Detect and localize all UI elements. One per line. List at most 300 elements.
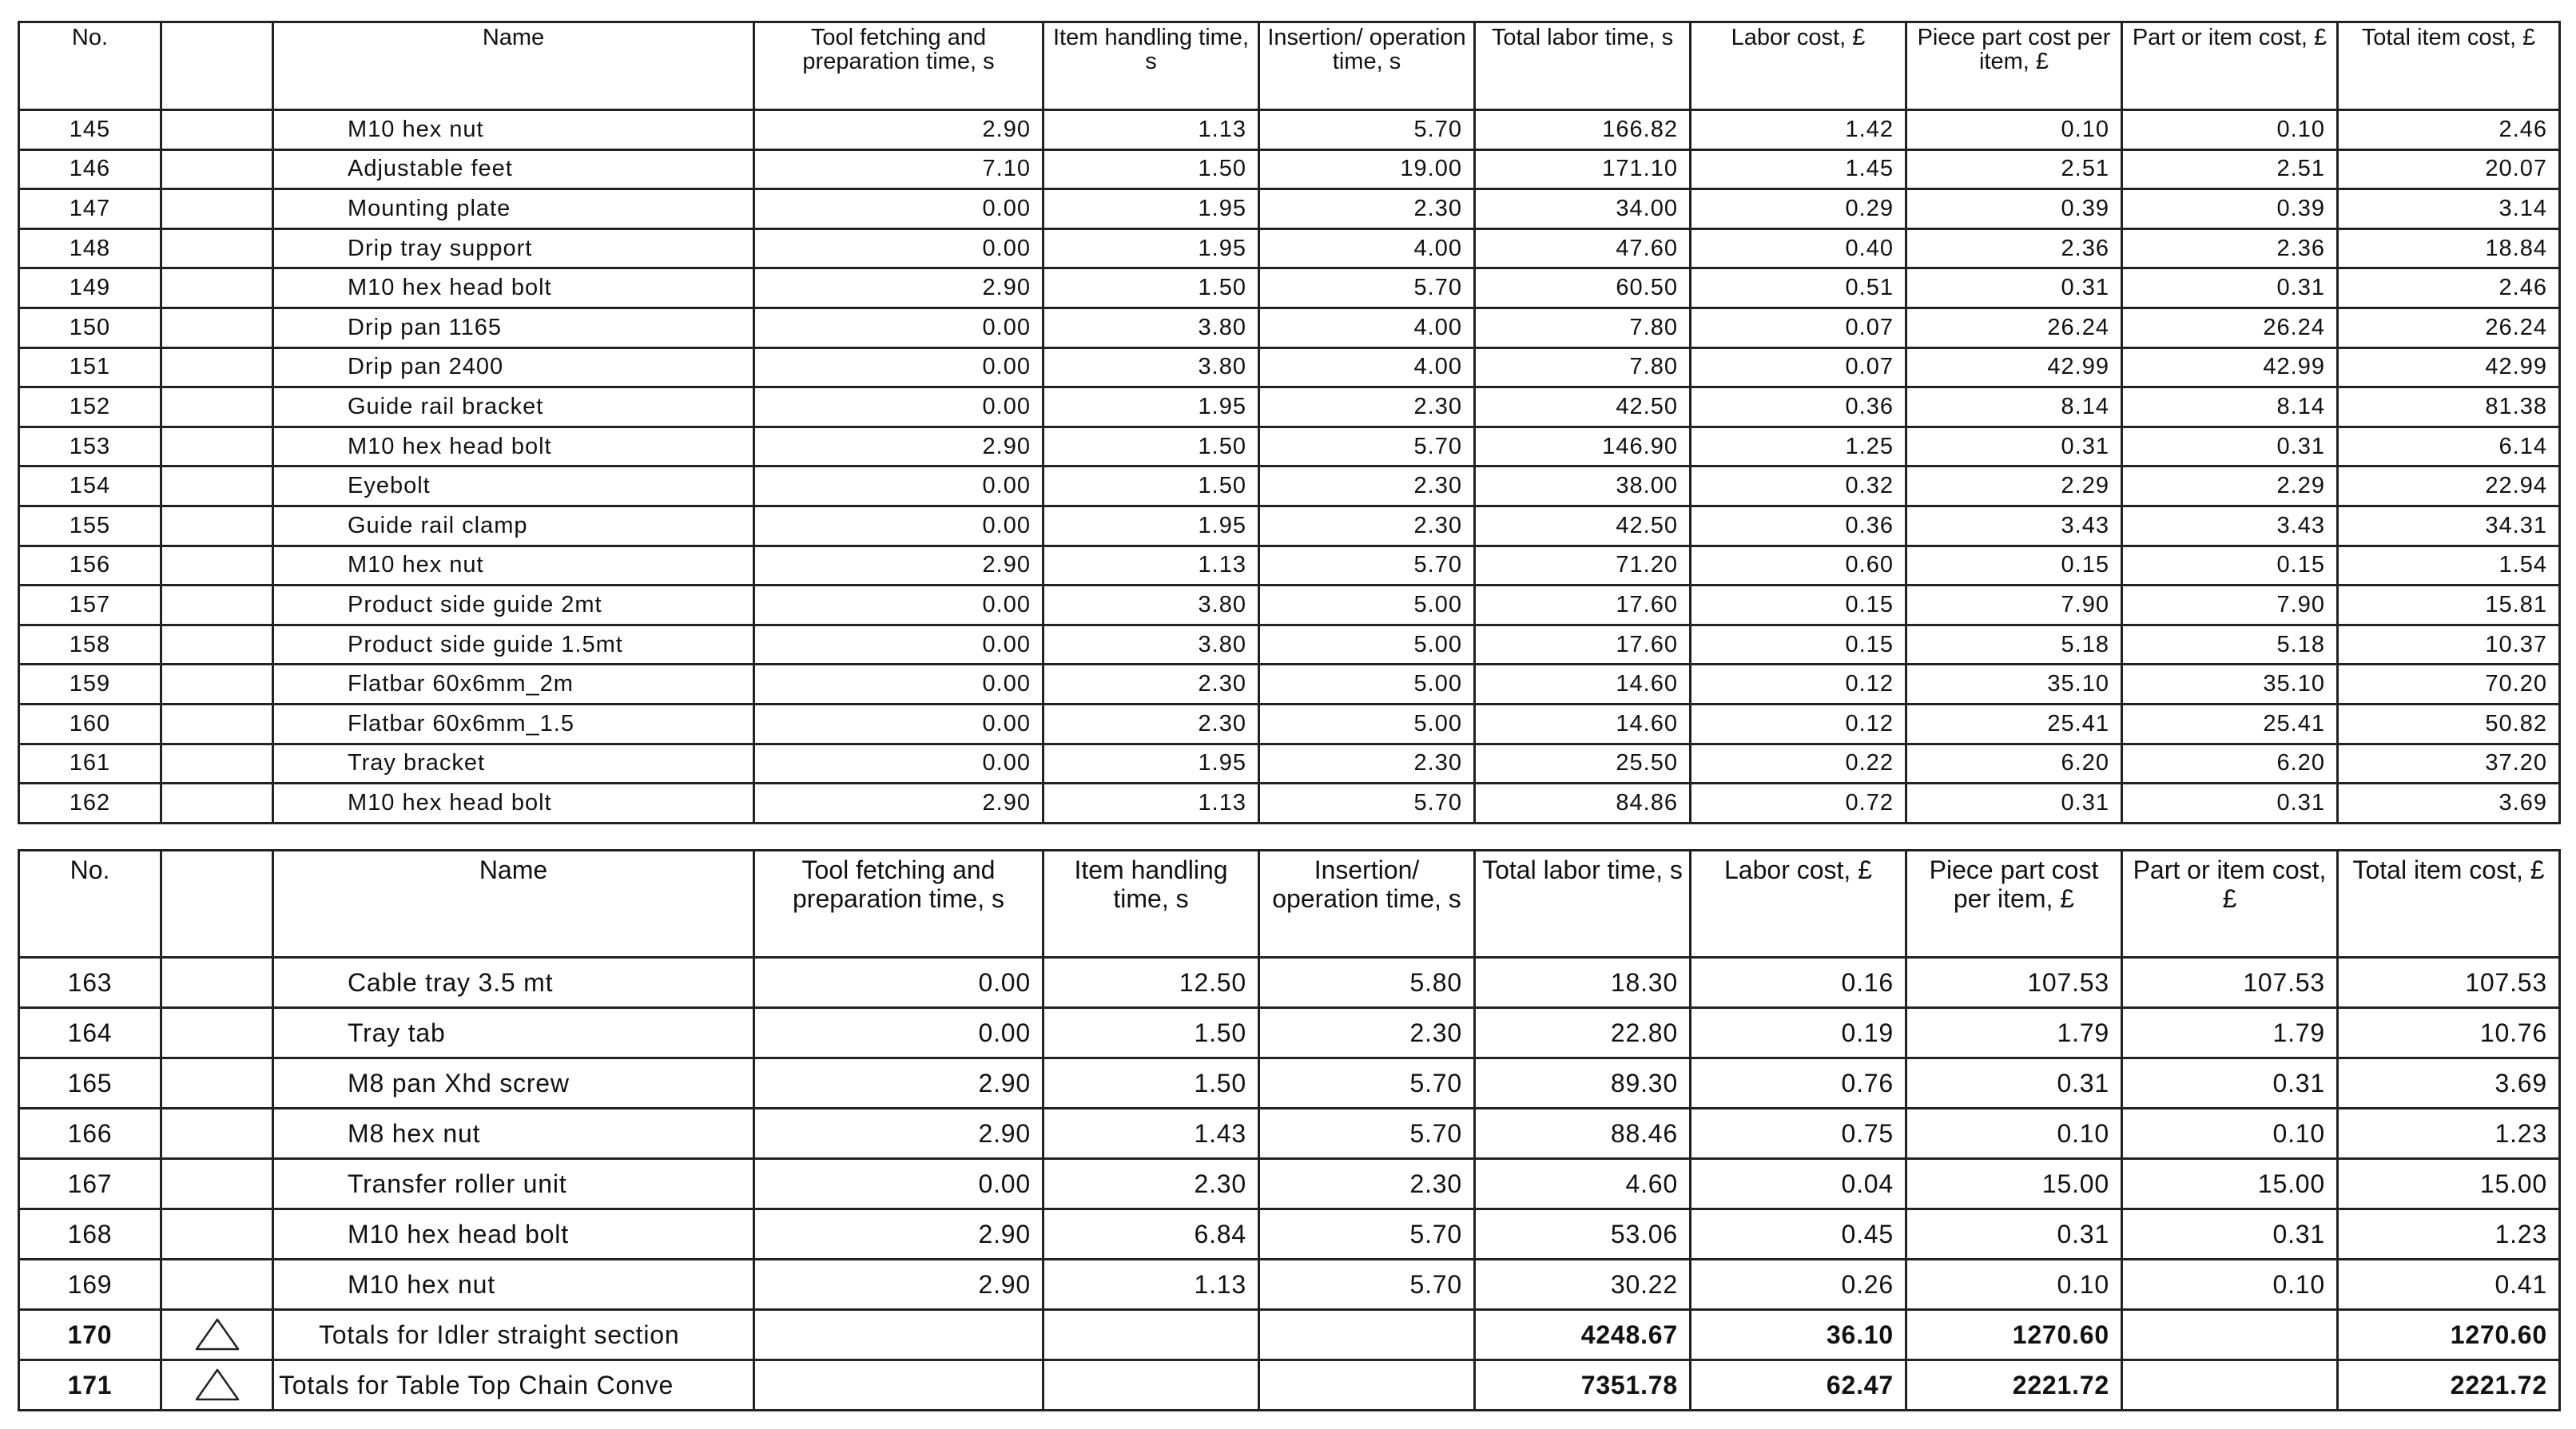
cell-blank	[161, 149, 273, 189]
cell-total-labor-time: 18.30	[1475, 958, 1691, 1008]
cell-piece-part-cost: 2.51	[1906, 149, 2122, 189]
cell-name: Eyebolt	[273, 466, 754, 506]
table-row	[19, 189, 2560, 229]
cell-total-labor-time: 47.60	[1475, 228, 1691, 268]
cell-insertion: 4.00	[1259, 228, 1475, 268]
cell-total-labor-time: 25.50	[1475, 744, 1691, 784]
cell-name: Product side guide 2mt	[273, 585, 754, 625]
cell-part-item-cost: 0.31	[2122, 1209, 2338, 1260]
cell-item-handling: 3.80	[1044, 585, 1259, 625]
cell-tool-fetching	[754, 1310, 1044, 1360]
cell-item-handling: 1.50	[1044, 149, 1259, 189]
table-row	[19, 744, 2560, 784]
cell-part-item-cost: 0.39	[2122, 189, 2338, 229]
table-row	[19, 308, 2560, 347]
cell-tool-fetching: 0.00	[754, 585, 1044, 625]
cell-name: Cable tray 3.5 mt	[273, 958, 754, 1008]
cell-item-handling: 1.95	[1044, 506, 1259, 546]
cell-part-item-cost	[2122, 1310, 2338, 1360]
cell-total-labor-time: 89.30	[1475, 1058, 1691, 1109]
table-row	[19, 546, 2560, 585]
cell-no: 165	[19, 1058, 161, 1109]
cell-name: M8 pan Xhd screw	[273, 1058, 754, 1109]
cell-blank	[161, 1209, 273, 1260]
cell-blank	[161, 1159, 273, 1209]
table-header-row	[19, 851, 2560, 958]
col-header-insertion: Insertion/ operation time, s	[1259, 22, 1475, 110]
cell-item-handling: 2.30	[1044, 704, 1259, 744]
cell-total-labor-time: 4.60	[1475, 1159, 1691, 1209]
col-header-total-item-cost: Total item cost, £	[2338, 22, 2560, 110]
cell-total-labor-time: 171.10	[1475, 149, 1691, 189]
triangle-icon	[193, 1317, 241, 1352]
cell-labor-cost: 0.04	[1691, 1159, 1906, 1209]
cell-name: M8 hex nut	[273, 1109, 754, 1159]
col-header-part-item-cost: Part or item cost, £	[2122, 851, 2338, 958]
cell-total-item-cost: 50.82	[2338, 704, 2560, 744]
cell-insertion: 5.70	[1259, 784, 1475, 824]
cell-part-item-cost: 0.15	[2122, 546, 2338, 585]
cell-blank	[161, 427, 273, 466]
cell-item-handling: 1.13	[1044, 784, 1259, 824]
cell-blank	[161, 585, 273, 625]
cell-piece-part-cost: 5.18	[1906, 625, 2122, 665]
col-header-labor-cost: Labor cost, £	[1691, 22, 1906, 110]
cell-part-item-cost: 0.31	[2122, 784, 2338, 824]
cell-tool-fetching: 0.00	[754, 189, 1044, 229]
cell-total-item-cost: 18.84	[2338, 228, 2560, 268]
cell-part-item-cost: 26.24	[2122, 308, 2338, 347]
cell-insertion: 5.00	[1259, 665, 1475, 705]
col-header-tool-fetching: Tool fetching and preparation time, s	[754, 22, 1044, 110]
cell-piece-part-cost: 7.90	[1906, 585, 2122, 625]
table-row	[19, 1260, 2560, 1310]
cell-no: 150	[19, 308, 161, 347]
cell-blank	[161, 958, 273, 1008]
cell-total-item-cost: 81.38	[2338, 387, 2560, 427]
cell-labor-cost: 36.10	[1691, 1310, 1906, 1360]
table-row	[19, 704, 2560, 744]
cell-tool-fetching: 0.00	[754, 308, 1044, 347]
cell-insertion: 5.70	[1259, 427, 1475, 466]
cell-total-labor-time: 53.06	[1475, 1209, 1691, 1260]
cell-total-item-cost: 1.23	[2338, 1209, 2560, 1260]
cell-name: Transfer roller unit	[273, 1159, 754, 1209]
cell-total-labor-time: 4248.67	[1475, 1310, 1691, 1360]
table-row	[19, 466, 2560, 506]
cell-no: 147	[19, 189, 161, 229]
table-row	[19, 110, 2560, 150]
totals-row	[19, 1310, 2560, 1360]
table-row	[19, 665, 2560, 705]
cell-blank	[161, 347, 273, 387]
cell-item-handling: 2.30	[1044, 1159, 1259, 1209]
cell-tool-fetching: 0.00	[754, 466, 1044, 506]
cell-total-item-cost: 2.46	[2338, 110, 2560, 150]
cell-part-item-cost: 2.51	[2122, 149, 2338, 189]
cell-labor-cost: 0.07	[1691, 347, 1906, 387]
cell-blank	[161, 387, 273, 427]
cell-piece-part-cost: 35.10	[1906, 665, 2122, 705]
cell-total-item-cost: 1.23	[2338, 1109, 2560, 1159]
cell-total-item-cost: 3.69	[2338, 1058, 2560, 1109]
cell-part-item-cost: 6.20	[2122, 744, 2338, 784]
cell-piece-part-cost: 0.31	[1906, 1058, 2122, 1109]
cell-total-labor-time: 146.90	[1475, 427, 1691, 466]
cell-no: 166	[19, 1109, 161, 1159]
cell-name: Flatbar 60x6mm_2m	[273, 665, 754, 705]
cell-item-handling: 1.50	[1044, 466, 1259, 506]
cell-labor-cost: 0.60	[1691, 546, 1906, 585]
table-row	[19, 347, 2560, 387]
cell-item-handling: 1.13	[1044, 1260, 1259, 1310]
cell-no: 156	[19, 546, 161, 585]
table-row	[19, 585, 2560, 625]
cell-item-handling: 1.50	[1044, 1058, 1259, 1109]
cell-part-item-cost: 0.10	[2122, 1260, 2338, 1310]
cell-total-item-cost: 1.54	[2338, 546, 2560, 585]
cell-piece-part-cost: 0.10	[1906, 1109, 2122, 1159]
cell-tool-fetching: 2.90	[754, 1109, 1044, 1159]
cell-tool-fetching: 0.00	[754, 1008, 1044, 1058]
triangle-icon	[193, 1367, 241, 1403]
cell-labor-cost: 1.42	[1691, 110, 1906, 150]
col-header-name: Name	[273, 851, 754, 958]
cell-part-item-cost: 107.53	[2122, 958, 2338, 1008]
cell-insertion: 2.30	[1259, 506, 1475, 546]
cell-tool-fetching: 2.90	[754, 1058, 1044, 1109]
cell-no: 171	[19, 1360, 161, 1411]
table-header-row	[19, 22, 2560, 110]
cell-no: 167	[19, 1159, 161, 1209]
cell-piece-part-cost: 2221.72	[1906, 1360, 2122, 1411]
cell-labor-cost: 0.75	[1691, 1109, 1906, 1159]
cell-name: M10 hex nut	[273, 1260, 754, 1310]
cell-no: 157	[19, 585, 161, 625]
cell-part-item-cost: 25.41	[2122, 704, 2338, 744]
cell-piece-part-cost: 3.43	[1906, 506, 2122, 546]
cell-labor-cost: 0.72	[1691, 784, 1906, 824]
cell-no: 153	[19, 427, 161, 466]
cell-total-labor-time: 42.50	[1475, 387, 1691, 427]
cell-tool-fetching: 0.00	[754, 704, 1044, 744]
table-row	[19, 268, 2560, 308]
cell-total-item-cost: 15.00	[2338, 1159, 2560, 1209]
cell-name: M10 hex head bolt	[273, 784, 754, 824]
cell-blank	[161, 308, 273, 347]
cell-piece-part-cost: 2.36	[1906, 228, 2122, 268]
cell-part-item-cost: 8.14	[2122, 387, 2338, 427]
cell-insertion: 5.00	[1259, 625, 1475, 665]
cell-item-handling: 12.50	[1044, 958, 1259, 1008]
cell-total-labor-time: 88.46	[1475, 1109, 1691, 1159]
col-header-name: Name	[273, 22, 754, 110]
cell-blank	[161, 744, 273, 784]
cell-blank	[161, 268, 273, 308]
cell-tool-fetching	[754, 1360, 1044, 1411]
cell-no: 146	[19, 149, 161, 189]
cell-tool-fetching: 0.00	[754, 506, 1044, 546]
col-header-total-item-cost: Total item cost, £	[2338, 851, 2560, 958]
cell-labor-cost: 62.47	[1691, 1360, 1906, 1411]
cell-total-labor-time: 7.80	[1475, 308, 1691, 347]
cell-tool-fetching: 2.90	[754, 1209, 1044, 1260]
cell-item-handling: 1.50	[1044, 268, 1259, 308]
cell-name: M10 hex head bolt	[273, 427, 754, 466]
cell-insertion: 4.00	[1259, 347, 1475, 387]
cell-blank	[161, 1058, 273, 1109]
cell-no: 170	[19, 1310, 161, 1360]
cell-total-item-cost: 34.31	[2338, 506, 2560, 546]
cell-no: 160	[19, 704, 161, 744]
col-header-no: No.	[19, 851, 161, 958]
cell-part-item-cost: 3.43	[2122, 506, 2338, 546]
cell-tool-fetching: 7.10	[754, 149, 1044, 189]
cell-labor-cost: 0.16	[1691, 958, 1906, 1008]
cell-labor-cost: 0.36	[1691, 506, 1906, 546]
cell-total-labor-time: 42.50	[1475, 506, 1691, 546]
cell-insertion	[1259, 1310, 1475, 1360]
cell-labor-cost: 0.15	[1691, 585, 1906, 625]
cell-blank	[161, 1008, 273, 1058]
cell-total-item-cost: 15.81	[2338, 585, 2560, 625]
col-header-blank	[161, 851, 273, 958]
cell-labor-cost: 0.12	[1691, 704, 1906, 744]
cell-labor-cost: 0.40	[1691, 228, 1906, 268]
cell-labor-cost: 0.07	[1691, 308, 1906, 347]
cell-insertion: 5.70	[1259, 268, 1475, 308]
col-header-item-handling: Item handling time, s	[1044, 851, 1259, 958]
cell-total-item-cost: 107.53	[2338, 958, 2560, 1008]
cell-name: Totals for Idler straight section	[273, 1310, 754, 1360]
cell-insertion: 5.70	[1259, 110, 1475, 150]
cell-total-item-cost: 10.37	[2338, 625, 2560, 665]
cell-total-item-cost: 42.99	[2338, 347, 2560, 387]
cell-part-item-cost: 0.10	[2122, 110, 2338, 150]
cell-piece-part-cost: 1.79	[1906, 1008, 2122, 1058]
cell-total-item-cost: 2.46	[2338, 268, 2560, 308]
cell-no: 158	[19, 625, 161, 665]
cell-part-item-cost: 42.99	[2122, 347, 2338, 387]
cell-no: 148	[19, 228, 161, 268]
cell-name: Guide rail bracket	[273, 387, 754, 427]
cell-total-labor-time: 38.00	[1475, 466, 1691, 506]
cell-item-handling: 1.95	[1044, 744, 1259, 784]
cell-piece-part-cost: 15.00	[1906, 1159, 2122, 1209]
cell-tool-fetching: 0.00	[754, 347, 1044, 387]
cell-item-handling: 1.95	[1044, 228, 1259, 268]
cell-tool-fetching: 2.90	[754, 546, 1044, 585]
cell-piece-part-cost: 6.20	[1906, 744, 2122, 784]
col-header-blank	[161, 22, 273, 110]
cell-item-handling: 1.13	[1044, 110, 1259, 150]
cell-name: M10 hex nut	[273, 110, 754, 150]
cell-part-item-cost: 0.31	[2122, 1058, 2338, 1109]
cell-labor-cost: 1.25	[1691, 427, 1906, 466]
cell-piece-part-cost: 26.24	[1906, 308, 2122, 347]
cell-tool-fetching: 0.00	[754, 958, 1044, 1008]
cell-blank	[161, 228, 273, 268]
cell-labor-cost: 1.45	[1691, 149, 1906, 189]
cell-part-item-cost: 0.10	[2122, 1109, 2338, 1159]
cell-part-item-cost	[2122, 1360, 2338, 1411]
cell-tool-fetching: 0.00	[754, 744, 1044, 784]
cell-piece-part-cost: 0.10	[1906, 110, 2122, 150]
cell-total-labor-time: 7351.78	[1475, 1360, 1691, 1411]
parts-cost-table-bottom	[18, 849, 2561, 1411]
cell-item-handling: 6.84	[1044, 1209, 1259, 1260]
cell-tool-fetching: 2.90	[754, 268, 1044, 308]
cell-total-labor-time: 71.20	[1475, 546, 1691, 585]
cell-piece-part-cost: 0.10	[1906, 1260, 2122, 1310]
cell-name: Drip tray support	[273, 228, 754, 268]
cell-insertion: 5.70	[1259, 1109, 1475, 1159]
table-row	[19, 427, 2560, 466]
cell-no: 169	[19, 1260, 161, 1310]
cell-name: Mounting plate	[273, 189, 754, 229]
cell-insertion: 5.00	[1259, 704, 1475, 744]
cell-total-labor-time: 84.86	[1475, 784, 1691, 824]
col-header-piece-part-cost: Piece part cost per item, £	[1906, 851, 2122, 958]
cell-blank	[161, 466, 273, 506]
cell-piece-part-cost: 0.31	[1906, 427, 2122, 466]
cell-no: 151	[19, 347, 161, 387]
table-row	[19, 784, 2560, 824]
cell-icon	[161, 1310, 273, 1360]
cell-name: Adjustable feet	[273, 149, 754, 189]
table-row	[19, 506, 2560, 546]
cell-total-labor-time: 30.22	[1475, 1260, 1691, 1310]
cell-total-labor-time: 7.80	[1475, 347, 1691, 387]
cell-labor-cost: 0.51	[1691, 268, 1906, 308]
cell-total-item-cost: 1270.60	[2338, 1310, 2560, 1360]
col-header-no: No.	[19, 22, 161, 110]
cell-piece-part-cost: 42.99	[1906, 347, 2122, 387]
col-header-insertion: Insertion/ operation time, s	[1259, 851, 1475, 958]
cell-insertion: 2.30	[1259, 1159, 1475, 1209]
cell-blank	[161, 546, 273, 585]
cell-total-item-cost: 2221.72	[2338, 1360, 2560, 1411]
cell-part-item-cost: 7.90	[2122, 585, 2338, 625]
cell-blank	[161, 1260, 273, 1310]
cell-total-item-cost: 26.24	[2338, 308, 2560, 347]
cell-tool-fetching: 0.00	[754, 1159, 1044, 1209]
cell-tool-fetching: 2.90	[754, 427, 1044, 466]
cell-no: 145	[19, 110, 161, 150]
cell-labor-cost: 0.12	[1691, 665, 1906, 705]
cell-no: 162	[19, 784, 161, 824]
cell-part-item-cost: 2.36	[2122, 228, 2338, 268]
cell-total-item-cost: 70.20	[2338, 665, 2560, 705]
cell-part-item-cost: 0.31	[2122, 268, 2338, 308]
table-row	[19, 228, 2560, 268]
cell-item-handling: 1.43	[1044, 1109, 1259, 1159]
cell-insertion: 5.80	[1259, 958, 1475, 1008]
cell-part-item-cost: 0.31	[2122, 427, 2338, 466]
table-row	[19, 1109, 2560, 1159]
cell-tool-fetching: 2.90	[754, 784, 1044, 824]
cell-name: Tray tab	[273, 1008, 754, 1058]
cell-no: 161	[19, 744, 161, 784]
cell-blank	[161, 704, 273, 744]
cell-total-labor-time: 14.60	[1475, 704, 1691, 744]
cell-labor-cost: 0.15	[1691, 625, 1906, 665]
col-header-total-labor-time: Total labor time, s	[1475, 22, 1691, 110]
table-row	[19, 958, 2560, 1008]
cell-total-labor-time: 60.50	[1475, 268, 1691, 308]
cell-total-item-cost: 0.41	[2338, 1260, 2560, 1310]
parts-cost-table-top	[18, 21, 2561, 824]
cell-total-labor-time: 34.00	[1475, 189, 1691, 229]
cell-no: 152	[19, 387, 161, 427]
cell-total-labor-time: 17.60	[1475, 625, 1691, 665]
cell-labor-cost: 0.22	[1691, 744, 1906, 784]
cell-total-labor-time: 22.80	[1475, 1008, 1691, 1058]
cell-piece-part-cost: 0.39	[1906, 189, 2122, 229]
cell-piece-part-cost: 2.29	[1906, 466, 2122, 506]
col-header-labor-cost: Labor cost, £	[1691, 851, 1906, 958]
table-row	[19, 1058, 2560, 1109]
cell-name: Drip pan 1165	[273, 308, 754, 347]
cell-labor-cost: 0.45	[1691, 1209, 1906, 1260]
cell-total-labor-time: 14.60	[1475, 665, 1691, 705]
cell-blank	[161, 665, 273, 705]
cell-insertion: 5.70	[1259, 1209, 1475, 1260]
cell-total-item-cost: 6.14	[2338, 427, 2560, 466]
cell-total-item-cost: 10.76	[2338, 1008, 2560, 1058]
cell-insertion: 5.70	[1259, 1260, 1475, 1310]
cell-piece-part-cost: 1270.60	[1906, 1310, 2122, 1360]
cell-piece-part-cost: 0.31	[1906, 1209, 2122, 1260]
col-header-tool-fetching: Tool fetching and preparation time, s	[754, 851, 1044, 958]
cell-piece-part-cost: 107.53	[1906, 958, 2122, 1008]
cell-insertion: 2.30	[1259, 387, 1475, 427]
cell-labor-cost: 0.76	[1691, 1058, 1906, 1109]
cell-tool-fetching: 0.00	[754, 228, 1044, 268]
cell-item-handling: 1.50	[1044, 427, 1259, 466]
cell-piece-part-cost: 0.31	[1906, 268, 2122, 308]
cell-tool-fetching: 2.90	[754, 110, 1044, 150]
cell-blank	[161, 506, 273, 546]
cell-labor-cost: 0.19	[1691, 1008, 1906, 1058]
cell-blank	[161, 110, 273, 150]
cell-blank	[161, 784, 273, 824]
cell-tool-fetching: 2.90	[754, 1260, 1044, 1310]
cell-no: 154	[19, 466, 161, 506]
cell-insertion	[1259, 1360, 1475, 1411]
col-header-part-item-cost: Part or item cost, £	[2122, 22, 2338, 110]
cell-item-handling	[1044, 1360, 1259, 1411]
cell-blank	[161, 1109, 273, 1159]
cell-name: Product side guide 1.5mt	[273, 625, 754, 665]
cell-part-item-cost: 15.00	[2122, 1159, 2338, 1209]
cell-labor-cost: 0.29	[1691, 189, 1906, 229]
cell-name: M10 hex nut	[273, 546, 754, 585]
cell-item-handling: 1.50	[1044, 1008, 1259, 1058]
cell-item-handling: 1.13	[1044, 546, 1259, 585]
table-row	[19, 1008, 2560, 1058]
cell-tool-fetching: 0.00	[754, 387, 1044, 427]
cell-tool-fetching: 0.00	[754, 665, 1044, 705]
cell-insertion: 2.30	[1259, 189, 1475, 229]
totals-row	[19, 1360, 2560, 1411]
cell-name: Tray bracket	[273, 744, 754, 784]
cell-total-item-cost: 3.14	[2338, 189, 2560, 229]
table-row	[19, 149, 2560, 189]
cell-no: 163	[19, 958, 161, 1008]
cell-insertion: 2.30	[1259, 1008, 1475, 1058]
cell-no: 168	[19, 1209, 161, 1260]
